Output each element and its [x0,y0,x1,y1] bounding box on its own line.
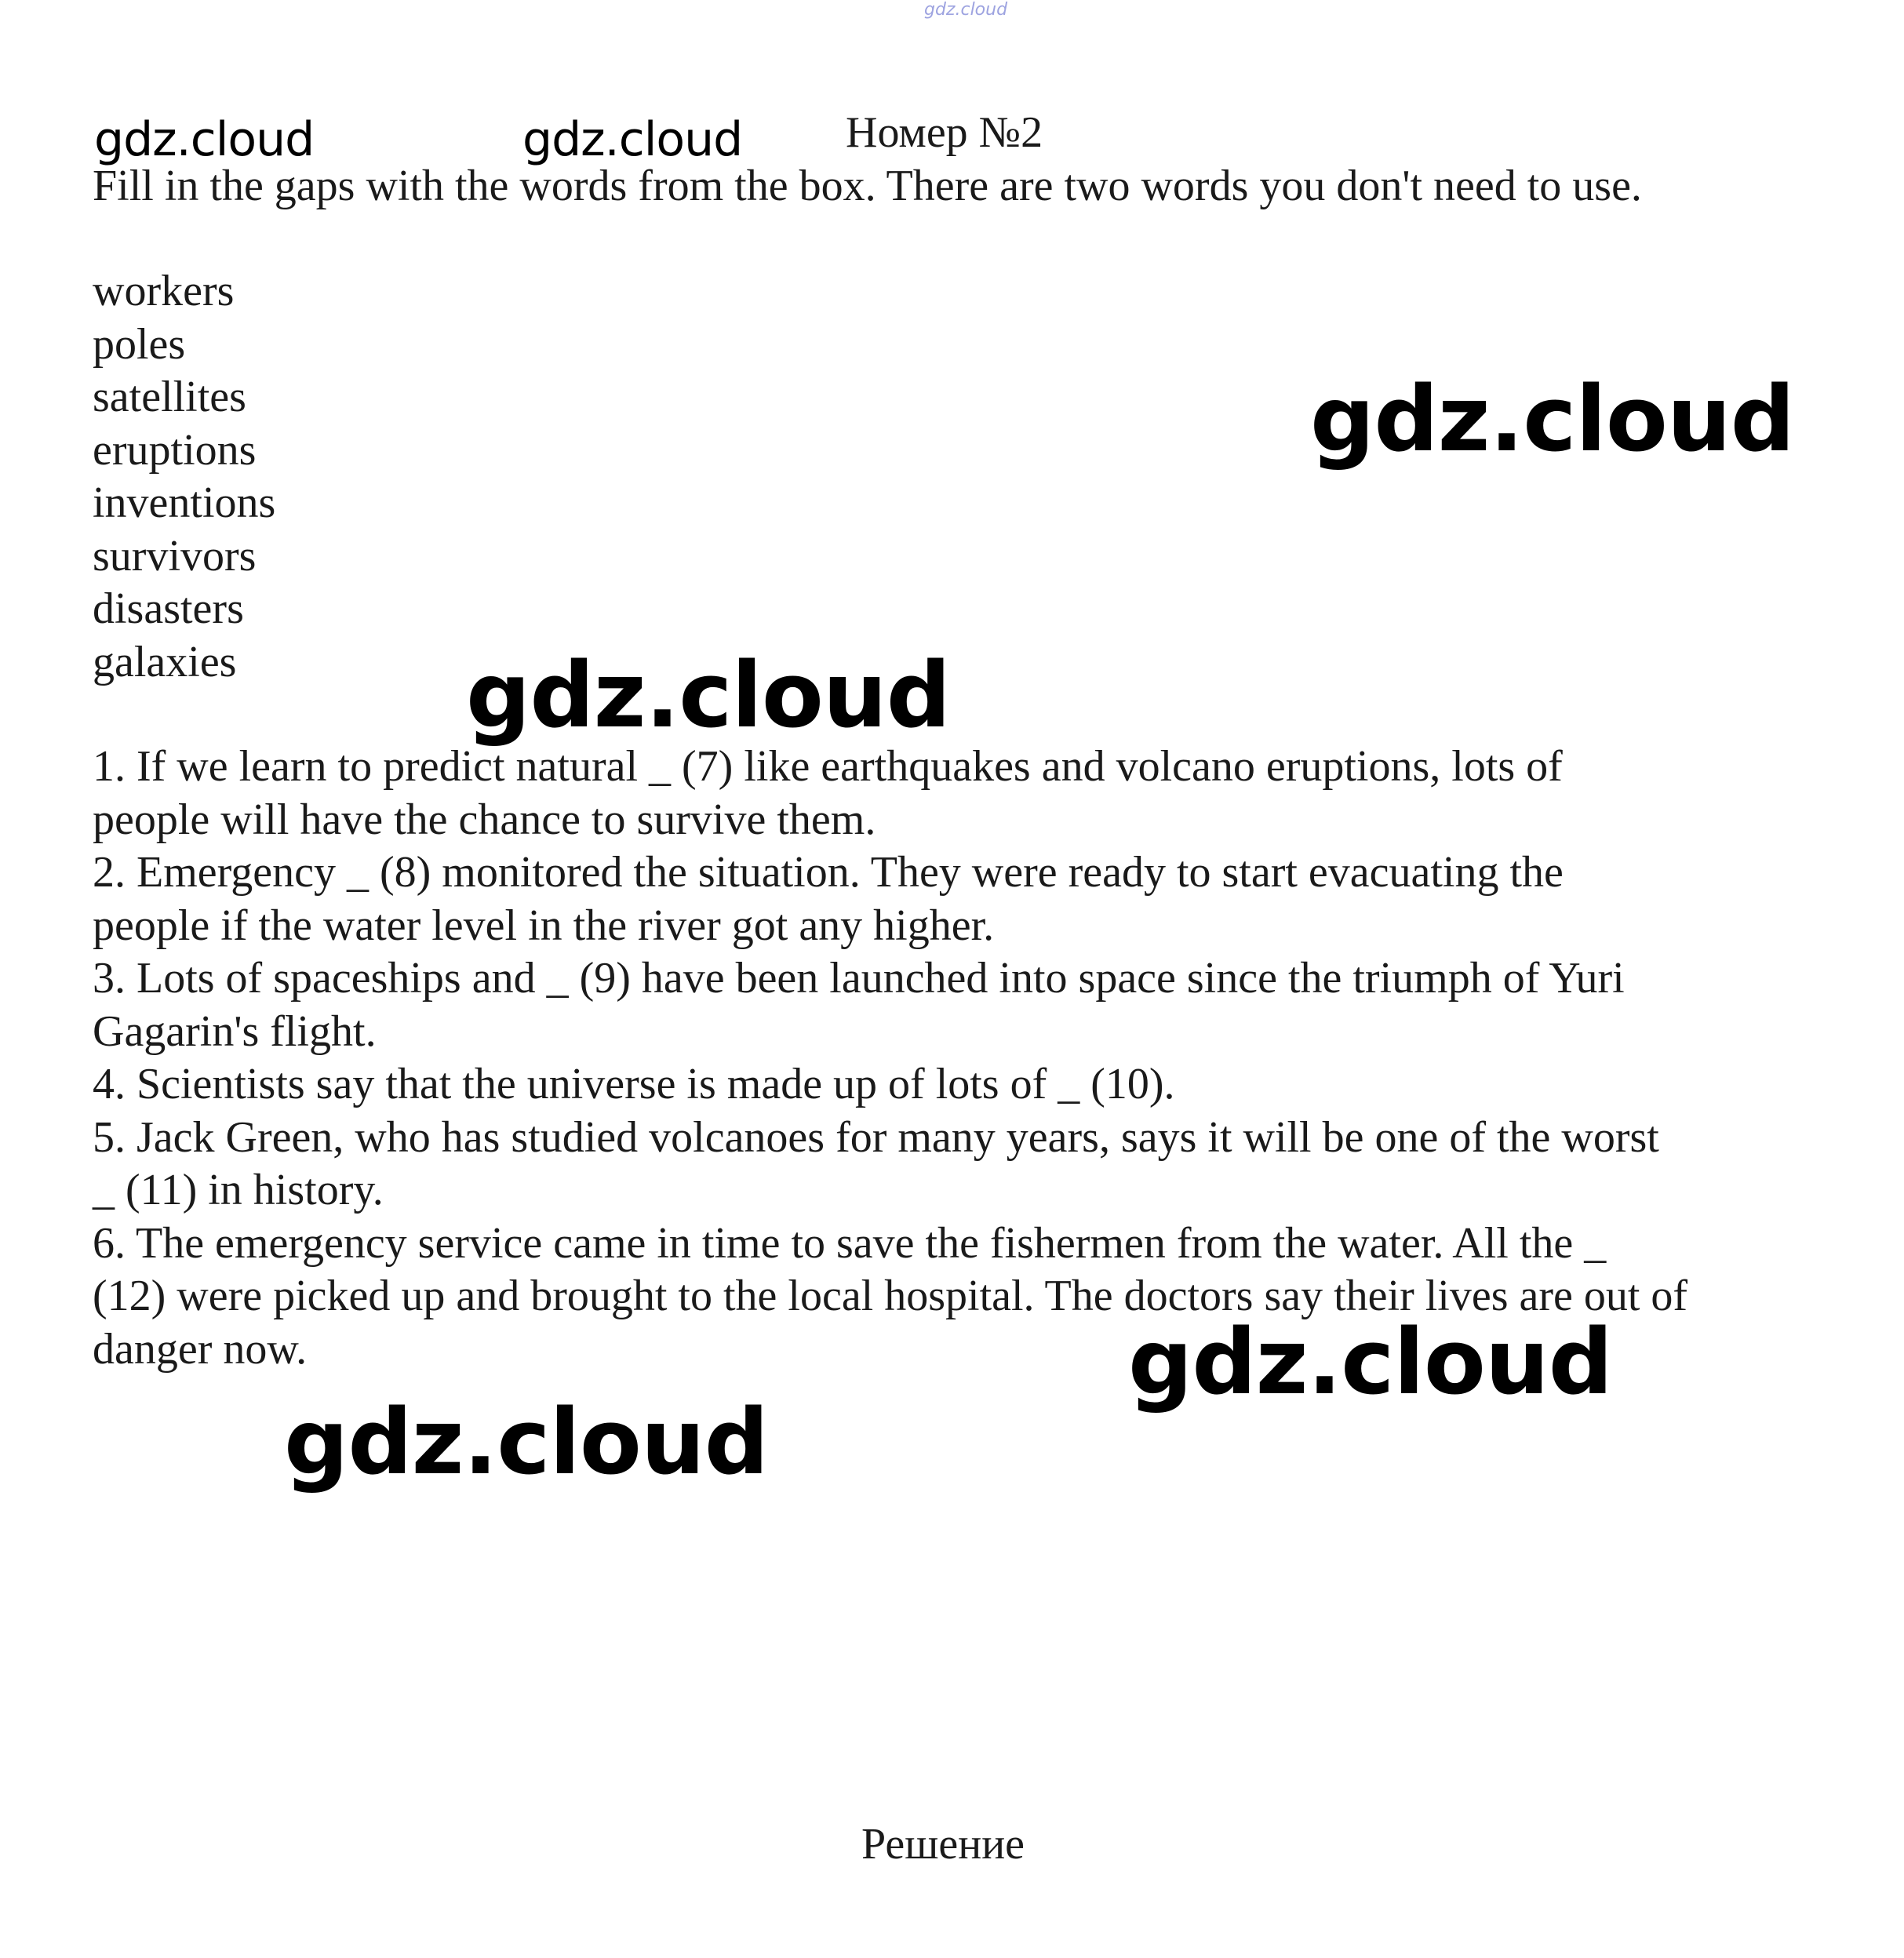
word-box-item: disasters [93,584,244,633]
watermark-large: gdz.cloud [1128,1310,1613,1415]
sentence-line: 2. Emergency _ (8) monitored the situation. They were ready to start evacuating the [93,848,1564,897]
word-box-item: survivors [93,531,257,580]
word-box-item: workers [93,267,235,315]
watermark-large: gdz.cloud [466,643,951,748]
watermark-large: gdz.cloud [1310,367,1795,472]
sentence-line: Gagarin's flight. [93,1006,377,1056]
word-box-item: satellites [93,373,246,421]
word-box-item: poles [93,319,186,369]
solution-label[interactable]: Решение [861,1820,1025,1869]
word-box-item: inventions [93,479,276,527]
word-box [93,265,275,689]
watermark-small: gdz.cloud [94,112,315,167]
exercise-number: Номер №2 [846,108,1043,157]
sentence-line: 6. The emergency service came in time to save the fishermen from the water. All the _ [93,1218,1607,1268]
exercise-instruction: Fill in the gaps with the words from the box. There are two words you don't need to use. [93,162,1642,210]
sentence-line: 1. If we learn to predict natural _ (7) like earthquakes and volcano eruptions, lots of [93,742,1563,791]
sentence-line: danger now. [93,1324,308,1374]
watermark-tiny: gdz.cloud [924,0,1008,20]
sentence-line: people if the water level in the river got any higher. [93,901,995,950]
sentence-list [93,741,1818,1376]
sentence-line: (12) were picked up and brought to the local hospital. The doctors say their lives are out of [93,1272,1688,1320]
sentence-line: people will have the chance to survive them. [93,795,876,844]
sentence-line: 5. Jack Green, who has studied volcanoes for many years, says it will be one of the worst [93,1112,1659,1162]
sentence-line: 4. Scientists say that the universe is made up of lots of _ (10). [93,1060,1175,1108]
watermark-small: gdz.cloud [522,112,743,167]
watermark-large: gdz.cloud [284,1390,769,1495]
sentence-line: _ (11) in history. [93,1166,384,1214]
word-box-item: galaxies [93,637,237,686]
word-box-item: eruptions [93,425,257,475]
sentence-line: 3. Lots of spaceships and _ (9) have been launched into space since the triumph of Yuri [93,954,1625,1003]
